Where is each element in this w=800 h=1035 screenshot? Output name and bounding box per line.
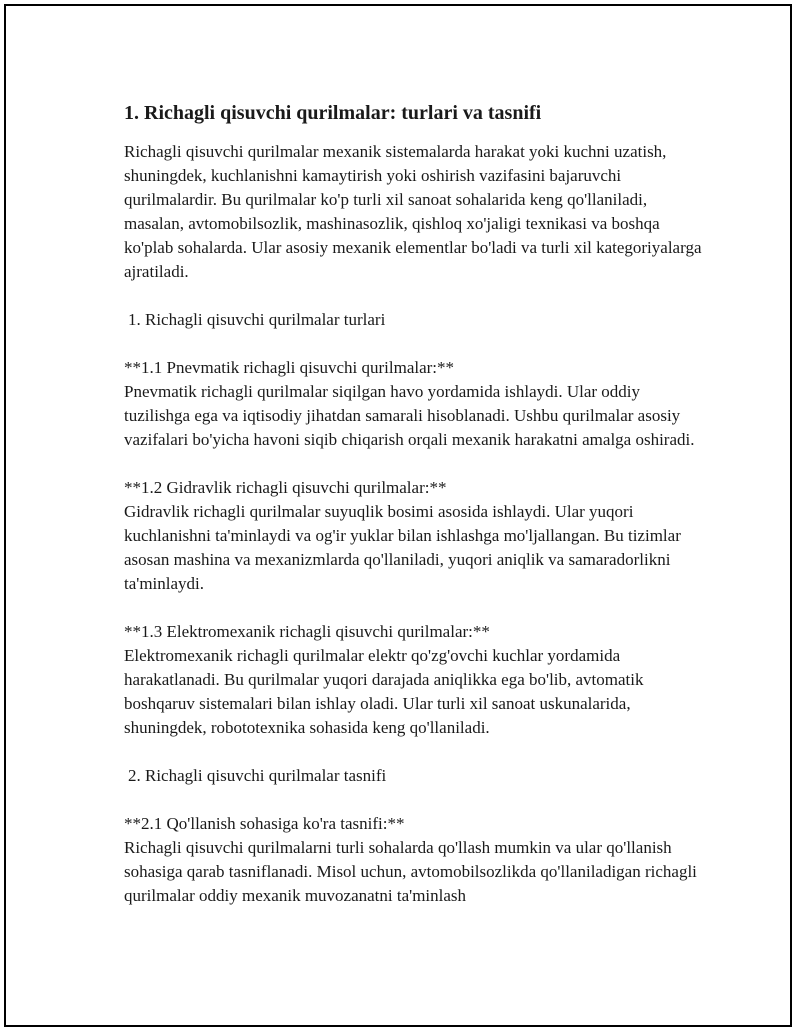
document-body <box>124 100 704 908</box>
spacer <box>124 740 704 764</box>
intro-paragraph: Richagli qisuvchi qurilmalar mexanik sistemalarda harakat yoki kuchni uzatish, shuningdek, kuchlanishni kamaytirish yoki oshirish vazifasini bajaruvchi qurilmalardir. Bu qurilmalar ko'p turli xil sanoat sohalarida keng qo'llaniladi, masalan, avtomobilsozlik, mashinasozlik, qishloq xo'jaligi texnikasi va boshqa ko'plab sohalarda. Ular asosiy mexanik elementlar bo'ladi va turli xil kategoriyalarga ajratiladi. <box>124 142 702 281</box>
subsection-1-2-heading: **1.2 Gidravlik richagli qisuvchi qurilmalar:** <box>124 478 447 497</box>
subsection-2-1-text: Richagli qisuvchi qurilmalarni turli sohalarda qo'llash mumkin va ular qo'llanish sohasiga qarab tasniflanadi. Misol uchun, avtomobilsozlikda qo'llaniladigan richagli qurilmalar oddiy mexanik muvozanatni ta'minlash <box>124 838 697 905</box>
section-1-heading: 1. Richagli qisuvchi qurilmalar turlari <box>128 310 386 329</box>
subsection-1-2-text: Gidravlik richagli qurilmalar suyuqlik bosimi asosida ishlaydi. Ular yuqori kuchlanishni ta'minlaydi va og'ir yuklar bilan ishlashga mo'ljallangan. Bu tizimlar asosan mashina va mexanizmlarda qo'llaniladi, yuqori aniqlik va samaradorlikni ta'minlaydi. <box>124 502 681 593</box>
page-frame <box>4 4 792 1027</box>
subsection-2-1-heading: **2.1 Qo'llanish sohasiga ko'ra tasnifi:** <box>124 814 405 833</box>
spacer <box>124 284 704 308</box>
spacer <box>124 596 704 620</box>
spacer <box>124 788 704 812</box>
subsection-1-3-text: Elektromexanik richagli qurilmalar elektr qo'zg'ovchi kuchlar yordamida harakatlanadi. Bu qurilmalar yuqori darajada aniqlikka ega bo'lib, avtomatik boshqaruv sistemalari bilan ishlay oladi. Ular turli xil sanoat uskunalarida, shuningdek, robototexnika sohasida keng qo'llaniladi. <box>124 646 644 737</box>
spacer <box>124 332 704 356</box>
section-2-heading: 2. Richagli qisuvchi qurilmalar tasnifi <box>128 766 387 785</box>
subsection-1-3-heading: **1.3 Elektromexanik richagli qisuvchi qurilmalar:** <box>124 622 490 641</box>
document-title: 1. Richagli qisuvchi qurilmalar: turlari va tasnifi <box>124 102 542 124</box>
subsection-1-1-heading: **1.1 Pnevmatik richagli qisuvchi qurilmalar:** <box>124 358 455 377</box>
subsection-1-1-text: Pnevmatik richagli qurilmalar siqilgan havo yordamida ishlaydi. Ular oddiy tuzilishga ega va iqtisodiy jihatdan samarali hisoblanadi. Ushbu qurilmalar asosiy vazifalari bo'yicha havoni siqib chiqarish orqali mexanik harakatni amalga oshiradi. <box>124 382 695 449</box>
spacer <box>124 452 704 476</box>
